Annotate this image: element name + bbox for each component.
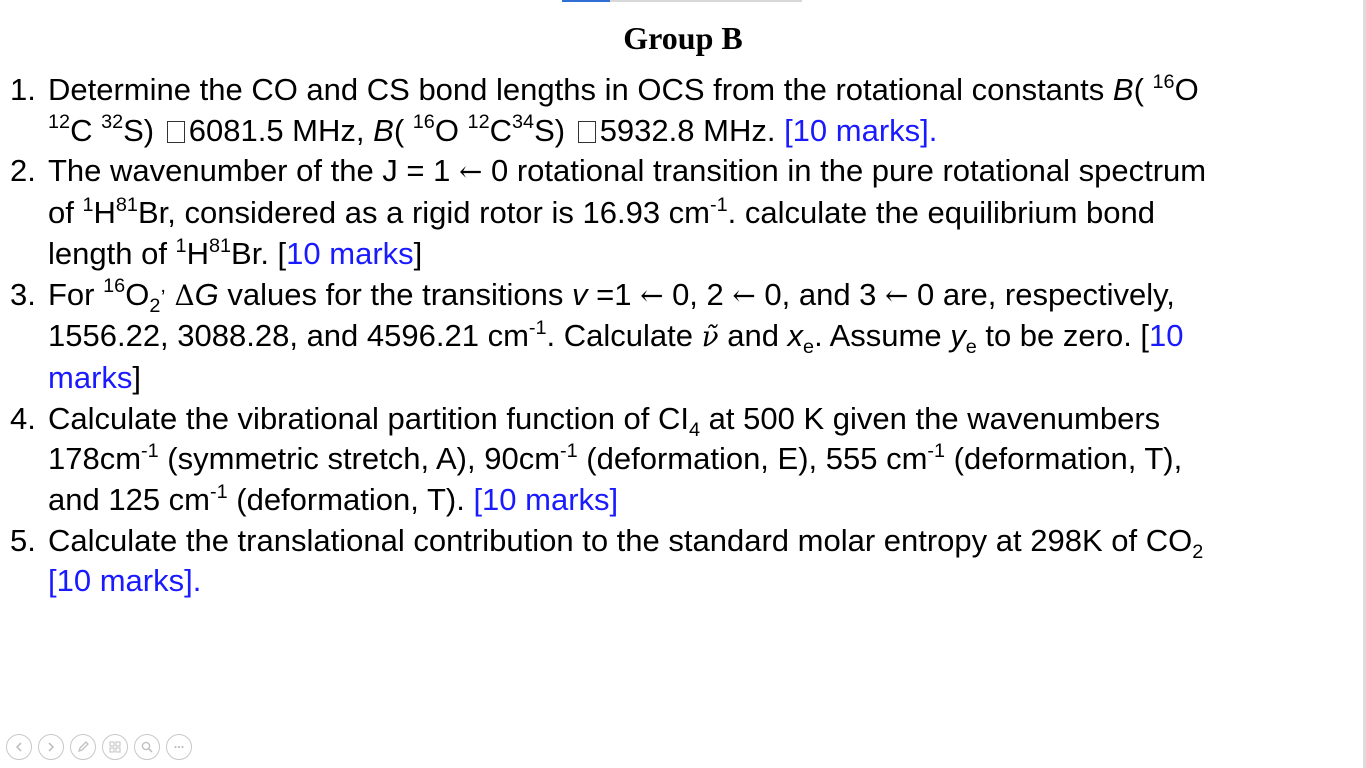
question-number: 2.	[10, 153, 36, 189]
marks-label: [10 marks]	[473, 482, 619, 518]
slideshow-toolbar	[6, 734, 192, 760]
question-1	[10, 70, 1338, 151]
pen-icon	[76, 740, 90, 754]
next-slide-icon	[44, 740, 58, 754]
question-line: Determine the CO and CS bond lengths in OCS from the rotational constants B( $^{16}$O	[48, 70, 1199, 107]
next-slide-button[interactable]	[38, 734, 64, 760]
missing-glyph-box	[578, 121, 596, 143]
previous-slide-icon	[12, 740, 26, 754]
slides-grid-button[interactable]	[102, 734, 128, 760]
question-number: 3.	[10, 276, 36, 312]
question-4	[10, 399, 1338, 521]
marks-label: [10 marks].	[48, 563, 202, 599]
question-line	[48, 561, 1338, 602]
question-line: $^{12}$C $^{32}$S) 6081.5 MHz, B( $^{16}$O $^{12}C^{34}S$) 5932.8 MHz. [10 marks].	[48, 111, 938, 148]
question-line: length of $^1H^{81}Br$. [10 marks]	[48, 234, 423, 271]
missing-glyph-box	[167, 121, 185, 143]
progress-indicator	[562, 0, 610, 2]
question-number: 4.	[10, 400, 36, 436]
question-line: Calculate the vibrational partition function of $CI_4$ at 500 K given the wavenumbers	[48, 400, 1161, 441]
question-line: of $^1H^{81}Br$, considered as a rigid rotor is 16.93 $cm^{-1}$. calculate the equilibrium bond	[48, 193, 1156, 231]
pen-button[interactable]	[70, 734, 96, 760]
slides-grid-icon	[108, 740, 122, 754]
question-line: Calculate the translational contribution to the standard molar entropy at 298K of $CO_2$	[48, 522, 1204, 563]
more-options-button[interactable]	[166, 734, 192, 760]
marks-label: 10 marks	[286, 235, 414, 271]
previous-slide-button[interactable]	[6, 734, 32, 760]
zoom-icon	[140, 740, 154, 754]
question-number: 5.	[10, 522, 36, 558]
question-line: For $^{16}O_2^,$ ΔG values for the transitions v =1 ← 0, 2 ← 0, and 3 ← 0 are, respectively,	[48, 275, 1175, 317]
question-line: marks]	[48, 359, 142, 395]
marks-label: 10	[1149, 318, 1184, 354]
question-line: 1556.22, 3088.28, and 4596.21 $cm^{-1}$. Calculate ν̃ and $x_e$. Assume $y_e$ to be zero. [10	[48, 316, 1184, 359]
question-3	[10, 275, 1338, 399]
more-options-icon	[172, 740, 186, 754]
question-line: and 125 $cm^{-1}$ (deformation, T). [10 marks]	[48, 480, 619, 518]
page-title: Group B	[623, 20, 743, 56]
question-line: The wavenumber of the J = 1 ← 0 rotational transition in the pure rotational spectrum	[48, 153, 1207, 189]
question-list	[10, 70, 1338, 602]
marks-label: [10 marks].	[784, 112, 938, 148]
zoom-button[interactable]	[134, 734, 160, 760]
marks-label: marks	[48, 359, 133, 395]
question-5	[10, 521, 1338, 602]
question-2	[10, 151, 1338, 274]
question-number: 1.	[10, 72, 36, 107]
question-line: $178cm^{-1}$ (symmetric stretch, A), $90cm^{-1}$ (deformation, E), 555 $cm^{-1}$ (deformation, T),	[48, 440, 1183, 477]
